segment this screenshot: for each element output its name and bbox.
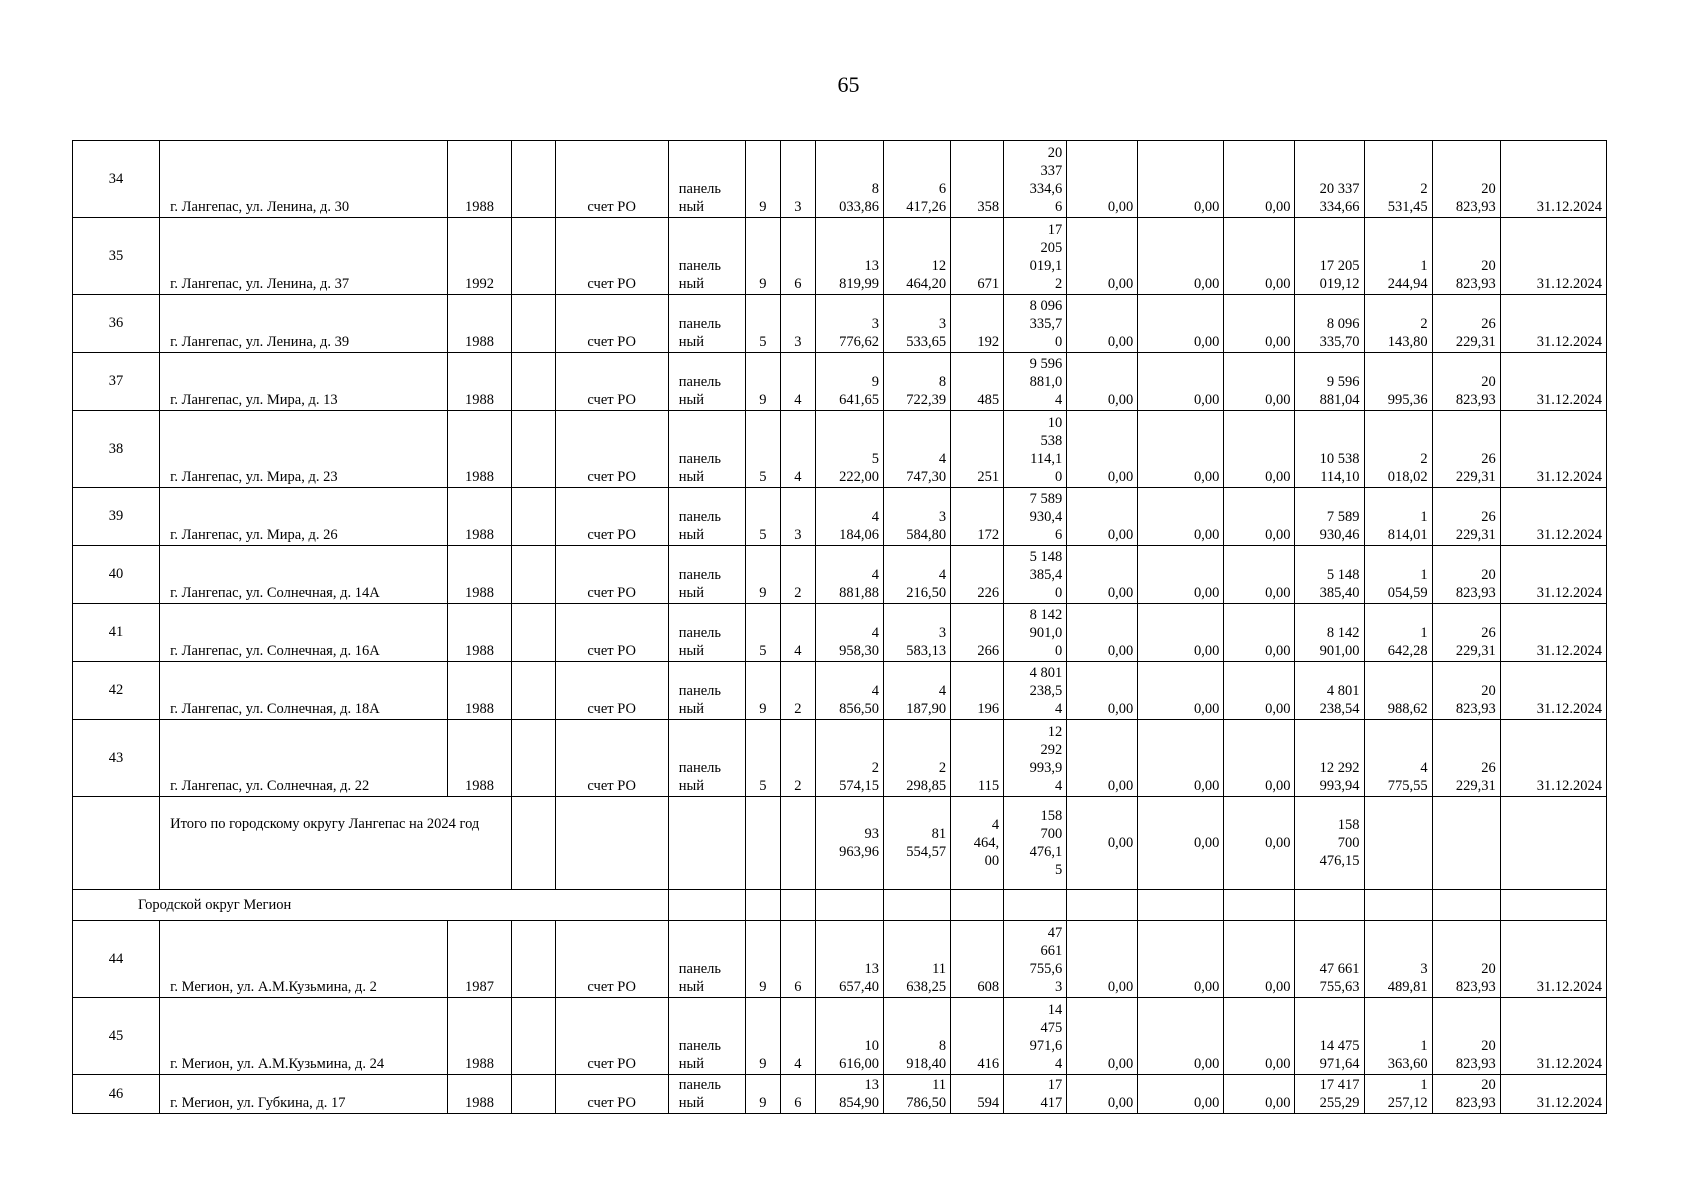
cost-cell: 9 596 881,0 4 (1004, 353, 1067, 411)
account-cell: счет РО (555, 998, 668, 1075)
cost-cell: 17 417 (1004, 1075, 1067, 1114)
living-area-cell: 2 298,85 (883, 720, 950, 797)
table-row (73, 921, 1607, 998)
max-unit-cost-cell: 26 229,31 (1432, 295, 1500, 353)
address-cell: г. Лангепас, ул. Солнечная, д. 16А (160, 604, 448, 662)
unit-cost-cell: 1 363,60 (1364, 998, 1432, 1075)
table-row (73, 141, 1607, 218)
account-cell: счет РО (555, 662, 668, 720)
living-area-cell: 12 464,20 (883, 218, 950, 295)
zero-cell-2: 0,00 (1138, 218, 1224, 295)
deadline-cell: 31.12.2024 (1500, 353, 1606, 411)
living-area-cell: 3 583,13 (883, 604, 950, 662)
max-unit-cost-cell: 20 823,93 (1432, 218, 1500, 295)
empty-cell (511, 720, 555, 797)
max-unit-cost-cell: 20 823,93 (1432, 1075, 1500, 1114)
zero-cell-1: 0,00 (1067, 998, 1138, 1075)
residents-cell: 594 (951, 1075, 1004, 1114)
account-cell: счет РО (555, 218, 668, 295)
unit-cost-cell: 1 244,94 (1364, 218, 1432, 295)
account-cell: счет РО (555, 295, 668, 353)
cost-cell: 4 801 238,5 4 (1004, 662, 1067, 720)
zero-cell-3: 0,00 (1224, 921, 1295, 998)
cost-cell: 20 337 334,6 6 (1004, 141, 1067, 218)
address-cell: г. Лангепас, ул. Ленина, д. 30 (160, 141, 448, 218)
district-empty-cell (1004, 890, 1067, 921)
total-area-cell: 13 657,40 (815, 921, 883, 998)
cost-cell: 12 292 993,9 4 (1004, 720, 1067, 797)
year-cell: 1988 (448, 411, 511, 488)
residents-cell: 196 (951, 662, 1004, 720)
deadline-cell: 31.12.2024 (1500, 141, 1606, 218)
table-row (73, 1075, 1607, 1114)
total-empty-cell (511, 797, 555, 890)
total-area-cell: 4 856,50 (815, 662, 883, 720)
floors-cell: 5 (745, 604, 780, 662)
floors-cell: 9 (745, 998, 780, 1075)
material-cell: панель ный (668, 662, 745, 720)
entrances-cell: 2 (780, 546, 815, 604)
total-cost-cell: 12 292 993,94 (1295, 720, 1364, 797)
zero-cell-2: 0,00 (1138, 295, 1224, 353)
floors-cell: 9 (745, 141, 780, 218)
empty-cell (511, 295, 555, 353)
total-area-2: 81 554,57 (883, 797, 950, 890)
zero-cell-2: 0,00 (1138, 662, 1224, 720)
unit-cost-cell: 995,36 (1364, 353, 1432, 411)
deadline-cell: 31.12.2024 (1500, 1075, 1606, 1114)
zero-cell-3: 0,00 (1224, 662, 1295, 720)
zero-cell-1: 0,00 (1067, 921, 1138, 998)
table-row (73, 295, 1607, 353)
capital-repair-table (72, 140, 1607, 1114)
district-empty-cell (1067, 890, 1138, 921)
unit-cost-cell: 4 775,55 (1364, 720, 1432, 797)
max-unit-cost-cell: 20 823,93 (1432, 998, 1500, 1075)
material-cell: панель ный (668, 488, 745, 546)
entrances-cell: 2 (780, 720, 815, 797)
cost-cell: 5 148 385,4 0 (1004, 546, 1067, 604)
year-cell: 1988 (448, 546, 511, 604)
total-empty-cell (780, 797, 815, 890)
district-header-row (73, 890, 1607, 921)
total-area-cell: 10 616,00 (815, 998, 883, 1075)
unit-cost-cell: 1 642,28 (1364, 604, 1432, 662)
table-row (73, 720, 1607, 797)
living-area-cell: 8 918,40 (883, 998, 950, 1075)
zero-cell-1: 0,00 (1067, 488, 1138, 546)
residents-cell: 416 (951, 998, 1004, 1075)
max-unit-cost-cell: 26 229,31 (1432, 411, 1500, 488)
living-area-cell: 3 533,65 (883, 295, 950, 353)
residents-cell: 266 (951, 604, 1004, 662)
empty-cell (511, 353, 555, 411)
zero-cell-2: 0,00 (1138, 604, 1224, 662)
row-number: 45 (73, 998, 160, 1075)
year-cell: 1988 (448, 720, 511, 797)
empty-cell (511, 546, 555, 604)
district-empty-cell (780, 890, 815, 921)
material-cell: панель ный (668, 218, 745, 295)
total-zero-3: 0,00 (1224, 797, 1295, 890)
account-cell: счет РО (555, 604, 668, 662)
empty-cell (511, 411, 555, 488)
total-sum: 158 700 476,15 (1295, 797, 1364, 890)
address-cell: г. Мегион, ул. А.М.Кузьмина, д. 24 (160, 998, 448, 1075)
zero-cell-2: 0,00 (1138, 998, 1224, 1075)
zero-cell-1: 0,00 (1067, 720, 1138, 797)
floors-cell: 9 (745, 1075, 780, 1114)
entrances-cell: 2 (780, 662, 815, 720)
total-cost-cell: 9 596 881,04 (1295, 353, 1364, 411)
total-cost-cell: 7 589 930,46 (1295, 488, 1364, 546)
page-number: 65 (837, 72, 860, 97)
table-row (73, 662, 1607, 720)
total-zero-2: 0,00 (1138, 797, 1224, 890)
unit-cost-cell: 3 489,81 (1364, 921, 1432, 998)
zero-cell-2: 0,00 (1138, 353, 1224, 411)
total-empty-cell (1432, 797, 1500, 890)
account-cell: счет РО (555, 546, 668, 604)
floors-cell: 9 (745, 662, 780, 720)
deadline-cell: 31.12.2024 (1500, 411, 1606, 488)
empty-cell (511, 604, 555, 662)
district-empty-cell (668, 890, 745, 921)
residents-cell: 251 (951, 411, 1004, 488)
material-cell: панель ный (668, 546, 745, 604)
residents-cell: 115 (951, 720, 1004, 797)
zero-cell-3: 0,00 (1224, 141, 1295, 218)
year-cell: 1988 (448, 998, 511, 1075)
table-row (73, 411, 1607, 488)
material-cell: панель ный (668, 998, 745, 1075)
table-row (73, 546, 1607, 604)
unit-cost-cell: 988,62 (1364, 662, 1432, 720)
year-cell: 1992 (448, 218, 511, 295)
total-cost-cell: 8 096 335,70 (1295, 295, 1364, 353)
entrances-cell: 6 (780, 218, 815, 295)
floors-cell: 9 (745, 353, 780, 411)
district-empty-cell (1432, 890, 1500, 921)
district-empty-cell (1138, 890, 1224, 921)
entrances-cell: 3 (780, 488, 815, 546)
material-cell: панель ный (668, 141, 745, 218)
table-row (73, 604, 1607, 662)
row-number: 43 (73, 720, 160, 797)
zero-cell-1: 0,00 (1067, 141, 1138, 218)
zero-cell-3: 0,00 (1224, 998, 1295, 1075)
zero-cell-3: 0,00 (1224, 1075, 1295, 1114)
deadline-cell: 31.12.2024 (1500, 604, 1606, 662)
material-cell: панель ный (668, 295, 745, 353)
zero-cell-2: 0,00 (1138, 1075, 1224, 1114)
residents-cell: 226 (951, 546, 1004, 604)
deadline-cell: 31.12.2024 (1500, 998, 1606, 1075)
total-area-1: 93 963,96 (815, 797, 883, 890)
year-cell: 1988 (448, 353, 511, 411)
address-cell: г. Лангепас, ул. Ленина, д. 37 (160, 218, 448, 295)
table-row (73, 353, 1607, 411)
total-cost-cell: 4 801 238,54 (1295, 662, 1364, 720)
address-cell: г. Лангепас, ул. Ленина, д. 39 (160, 295, 448, 353)
year-cell: 1988 (448, 662, 511, 720)
district-empty-cell (1295, 890, 1364, 921)
account-cell: счет РО (555, 488, 668, 546)
total-empty-cell (668, 797, 745, 890)
zero-cell-3: 0,00 (1224, 546, 1295, 604)
entrances-cell: 4 (780, 353, 815, 411)
table-row (73, 488, 1607, 546)
row-number: 34 (73, 141, 160, 218)
residents-cell: 608 (951, 921, 1004, 998)
year-cell: 1987 (448, 921, 511, 998)
zero-cell-3: 0,00 (1224, 295, 1295, 353)
address-cell: г. Лангепас, ул. Солнечная, д. 14А (160, 546, 448, 604)
total-empty-cell (555, 797, 668, 890)
total-num-cell (73, 797, 160, 890)
total-cost-cell: 5 148 385,40 (1295, 546, 1364, 604)
district-empty-cell (883, 890, 950, 921)
total-cost-cell: 47 661 755,63 (1295, 921, 1364, 998)
living-area-cell: 3 584,80 (883, 488, 950, 546)
living-area-cell: 11 786,50 (883, 1075, 950, 1114)
total-area-cell: 2 574,15 (815, 720, 883, 797)
residents-cell: 172 (951, 488, 1004, 546)
empty-cell (511, 218, 555, 295)
zero-cell-1: 0,00 (1067, 604, 1138, 662)
zero-cell-2: 0,00 (1138, 720, 1224, 797)
table-row (73, 218, 1607, 295)
district-empty-cell (745, 890, 780, 921)
row-number: 40 (73, 546, 160, 604)
material-cell: панель ный (668, 411, 745, 488)
floors-cell: 5 (745, 295, 780, 353)
cost-cell: 8 096 335,7 0 (1004, 295, 1067, 353)
cost-cell: 47 661 755,6 3 (1004, 921, 1067, 998)
empty-cell (511, 921, 555, 998)
account-cell: счет РО (555, 411, 668, 488)
entrances-cell: 3 (780, 295, 815, 353)
address-cell: г. Мегион, ул. Губкина, д. 17 (160, 1075, 448, 1114)
entrances-cell: 4 (780, 411, 815, 488)
floors-cell: 9 (745, 218, 780, 295)
account-cell: счет РО (555, 720, 668, 797)
total-area-cell: 3 776,62 (815, 295, 883, 353)
max-unit-cost-cell: 20 823,93 (1432, 546, 1500, 604)
unit-cost-cell: 1 257,12 (1364, 1075, 1432, 1114)
entrances-cell: 4 (780, 604, 815, 662)
living-area-cell: 4 216,50 (883, 546, 950, 604)
max-unit-cost-cell: 26 229,31 (1432, 720, 1500, 797)
unit-cost-cell: 2 531,45 (1364, 141, 1432, 218)
material-cell: панель ный (668, 604, 745, 662)
zero-cell-3: 0,00 (1224, 218, 1295, 295)
material-cell: панель ный (668, 720, 745, 797)
row-number: 37 (73, 353, 160, 411)
living-area-cell: 4 187,90 (883, 662, 950, 720)
row-number: 39 (73, 488, 160, 546)
entrances-cell: 6 (780, 921, 815, 998)
residents-cell: 671 (951, 218, 1004, 295)
zero-cell-3: 0,00 (1224, 720, 1295, 797)
total-area-cell: 13 854,90 (815, 1075, 883, 1114)
address-cell: г. Лангепас, ул. Мира, д. 23 (160, 411, 448, 488)
account-cell: счет РО (555, 353, 668, 411)
zero-cell-2: 0,00 (1138, 141, 1224, 218)
deadline-cell: 31.12.2024 (1500, 546, 1606, 604)
empty-cell (511, 662, 555, 720)
district-empty-cell (1364, 890, 1432, 921)
max-unit-cost-cell: 20 823,93 (1432, 353, 1500, 411)
total-label: Итого по городскому округу Лангепас на 2024 год (160, 797, 511, 890)
district-empty-cell (1224, 890, 1295, 921)
zero-cell-2: 0,00 (1138, 411, 1224, 488)
zero-cell-2: 0,00 (1138, 546, 1224, 604)
account-cell: счет РО (555, 141, 668, 218)
deadline-cell: 31.12.2024 (1500, 921, 1606, 998)
max-unit-cost-cell: 26 229,31 (1432, 604, 1500, 662)
address-cell: г. Лангепас, ул. Солнечная, д. 22 (160, 720, 448, 797)
deadline-cell: 31.12.2024 (1500, 720, 1606, 797)
empty-cell (511, 488, 555, 546)
address-cell: г. Лангепас, ул. Мира, д. 26 (160, 488, 448, 546)
zero-cell-2: 0,00 (1138, 921, 1224, 998)
floors-cell: 5 (745, 411, 780, 488)
living-area-cell: 11 638,25 (883, 921, 950, 998)
max-unit-cost-cell: 20 823,93 (1432, 921, 1500, 998)
total-zero-1: 0,00 (1067, 797, 1138, 890)
floors-cell: 9 (745, 921, 780, 998)
cost-cell: 14 475 971,6 4 (1004, 998, 1067, 1075)
entrances-cell: 6 (780, 1075, 815, 1114)
total-area-cell: 4 881,88 (815, 546, 883, 604)
cost-cell: 8 142 901,0 0 (1004, 604, 1067, 662)
zero-cell-1: 0,00 (1067, 1075, 1138, 1114)
residents-cell: 485 (951, 353, 1004, 411)
zero-cell-3: 0,00 (1224, 353, 1295, 411)
row-number: 41 (73, 604, 160, 662)
max-unit-cost-cell: 26 229,31 (1432, 488, 1500, 546)
zero-cell-1: 0,00 (1067, 353, 1138, 411)
unit-cost-cell: 2 143,80 (1364, 295, 1432, 353)
living-area-cell: 8 722,39 (883, 353, 950, 411)
cost-cell: 7 589 930,4 6 (1004, 488, 1067, 546)
row-number: 35 (73, 218, 160, 295)
year-cell: 1988 (448, 1075, 511, 1114)
material-cell: панель ный (668, 921, 745, 998)
total-area-cell: 5 222,00 (815, 411, 883, 488)
total-cost-cell: 8 142 901,00 (1295, 604, 1364, 662)
residents-cell: 358 (951, 141, 1004, 218)
total-cost-cell: 14 475 971,64 (1295, 998, 1364, 1075)
total-area-cell: 13 819,99 (815, 218, 883, 295)
floors-cell: 9 (745, 546, 780, 604)
row-number: 42 (73, 662, 160, 720)
total-cost-cell: 10 538 114,10 (1295, 411, 1364, 488)
total-cost-cell: 17 417 255,29 (1295, 1075, 1364, 1114)
year-cell: 1988 (448, 295, 511, 353)
zero-cell-1: 0,00 (1067, 662, 1138, 720)
district-name: Городской округ Мегион (73, 890, 669, 921)
entrances-cell: 4 (780, 998, 815, 1075)
zero-cell-2: 0,00 (1138, 488, 1224, 546)
zero-cell-3: 0,00 (1224, 411, 1295, 488)
zero-cell-1: 0,00 (1067, 295, 1138, 353)
total-area-cell: 4 958,30 (815, 604, 883, 662)
district-empty-cell (1500, 890, 1606, 921)
max-unit-cost-cell: 20 823,93 (1432, 662, 1500, 720)
unit-cost-cell: 1 814,01 (1364, 488, 1432, 546)
floors-cell: 5 (745, 720, 780, 797)
living-area-cell: 4 747,30 (883, 411, 950, 488)
living-area-cell: 6 417,26 (883, 141, 950, 218)
year-cell: 1988 (448, 604, 511, 662)
address-cell: г. Лангепас, ул. Мира, д. 13 (160, 353, 448, 411)
total-empty-cell (1364, 797, 1432, 890)
row-number: 44 (73, 921, 160, 998)
cost-cell: 17 205 019,1 2 (1004, 218, 1067, 295)
empty-cell (511, 1075, 555, 1114)
residents-cell: 192 (951, 295, 1004, 353)
account-cell: счет РО (555, 1075, 668, 1114)
zero-cell-1: 0,00 (1067, 411, 1138, 488)
floors-cell: 5 (745, 488, 780, 546)
year-cell: 1988 (448, 141, 511, 218)
zero-cell-1: 0,00 (1067, 546, 1138, 604)
deadline-cell: 31.12.2024 (1500, 488, 1606, 546)
total-row (73, 797, 1607, 890)
total-cost: 158 700 476,1 5 (1004, 797, 1067, 890)
entrances-cell: 3 (780, 141, 815, 218)
max-unit-cost-cell: 20 823,93 (1432, 141, 1500, 218)
zero-cell-1: 0,00 (1067, 218, 1138, 295)
address-cell: г. Мегион, ул. А.М.Кузьмина, д. 2 (160, 921, 448, 998)
total-area-cell: 4 184,06 (815, 488, 883, 546)
empty-cell (511, 141, 555, 218)
zero-cell-3: 0,00 (1224, 604, 1295, 662)
total-area-cell: 8 033,86 (815, 141, 883, 218)
account-cell: счет РО (555, 921, 668, 998)
table-row (73, 998, 1607, 1075)
district-empty-cell (815, 890, 883, 921)
total-cost-cell: 20 337 334,66 (1295, 141, 1364, 218)
material-cell: панель ный (668, 1075, 745, 1114)
empty-cell (511, 998, 555, 1075)
row-number: 38 (73, 411, 160, 488)
district-empty-cell (951, 890, 1004, 921)
total-empty-cell (1500, 797, 1606, 890)
material-cell: панель ный (668, 353, 745, 411)
total-cost-cell: 17 205 019,12 (1295, 218, 1364, 295)
year-cell: 1988 (448, 488, 511, 546)
total-people: 4 464, 00 (951, 797, 1004, 890)
deadline-cell: 31.12.2024 (1500, 295, 1606, 353)
deadline-cell: 31.12.2024 (1500, 662, 1606, 720)
unit-cost-cell: 1 054,59 (1364, 546, 1432, 604)
total-empty-cell (745, 797, 780, 890)
unit-cost-cell: 2 018,02 (1364, 411, 1432, 488)
deadline-cell: 31.12.2024 (1500, 218, 1606, 295)
address-cell: г. Лангепас, ул. Солнечная, д. 18А (160, 662, 448, 720)
cost-cell: 10 538 114,1 0 (1004, 411, 1067, 488)
row-number: 46 (73, 1075, 160, 1114)
zero-cell-3: 0,00 (1224, 488, 1295, 546)
row-number: 36 (73, 295, 160, 353)
total-area-cell: 9 641,65 (815, 353, 883, 411)
